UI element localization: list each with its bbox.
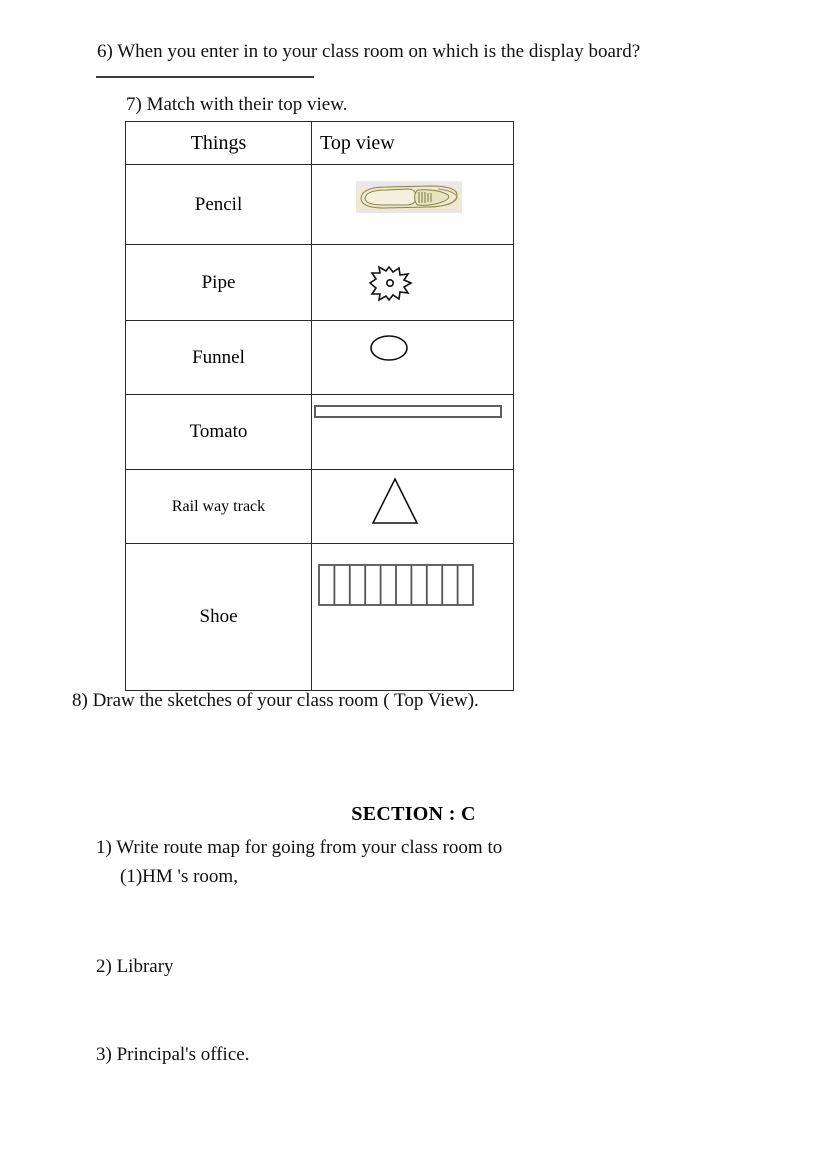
ladder-grid-icon xyxy=(312,544,513,690)
section-c-item-1: 1) Write route map for going from your class room to xyxy=(96,837,503,858)
table-header-top-view: Top view xyxy=(312,122,514,165)
row-art-funnel xyxy=(312,321,514,395)
shoe-photo-image xyxy=(312,165,513,244)
row-art-tomato xyxy=(312,395,514,470)
row-art-pipe xyxy=(312,245,514,321)
section-c-item-3: 3) Principal's office. xyxy=(96,1044,250,1065)
table-header-things: Things xyxy=(126,122,312,165)
row-art-shoe xyxy=(312,544,514,691)
row-label-pencil: Pencil xyxy=(126,165,312,245)
table-header-row xyxy=(126,122,514,165)
table-row xyxy=(126,544,514,691)
section-c-title: SECTION : C xyxy=(351,803,476,825)
question-8-text: 8) Draw the sketches of your class room ( Top View). xyxy=(72,690,479,711)
question-7-text: 7) Match with their top view. xyxy=(126,94,348,115)
ellipse-icon xyxy=(312,321,513,394)
table-row xyxy=(126,245,514,321)
table-row xyxy=(126,321,514,395)
row-label-tomato: Tomato xyxy=(126,395,312,470)
row-label-shoe: Shoe xyxy=(126,544,312,691)
match-top-view-table xyxy=(125,121,514,691)
row-label-pipe: Pipe xyxy=(126,245,312,321)
table-row xyxy=(126,395,514,470)
row-art-rail-way-track xyxy=(312,470,514,544)
shoe-photo-outline-icon xyxy=(356,181,462,213)
long-thin-bar-icon xyxy=(312,395,513,469)
answer-blank-line xyxy=(96,76,314,78)
section-c-item-1-sub: (1)HM 's room, xyxy=(120,866,238,887)
starburst-icon xyxy=(312,245,513,320)
section-c-item-2: 2) Library xyxy=(96,956,174,977)
table-row xyxy=(126,165,514,245)
row-label-rail-way-track: Rail way track xyxy=(126,470,312,544)
table-row xyxy=(126,470,514,544)
row-art-pencil xyxy=(312,165,514,245)
question-6-text: 6) When you enter in to your class room on which is the display board? xyxy=(97,41,641,62)
triangle-icon xyxy=(312,470,513,543)
row-label-funnel: Funnel xyxy=(126,321,312,395)
